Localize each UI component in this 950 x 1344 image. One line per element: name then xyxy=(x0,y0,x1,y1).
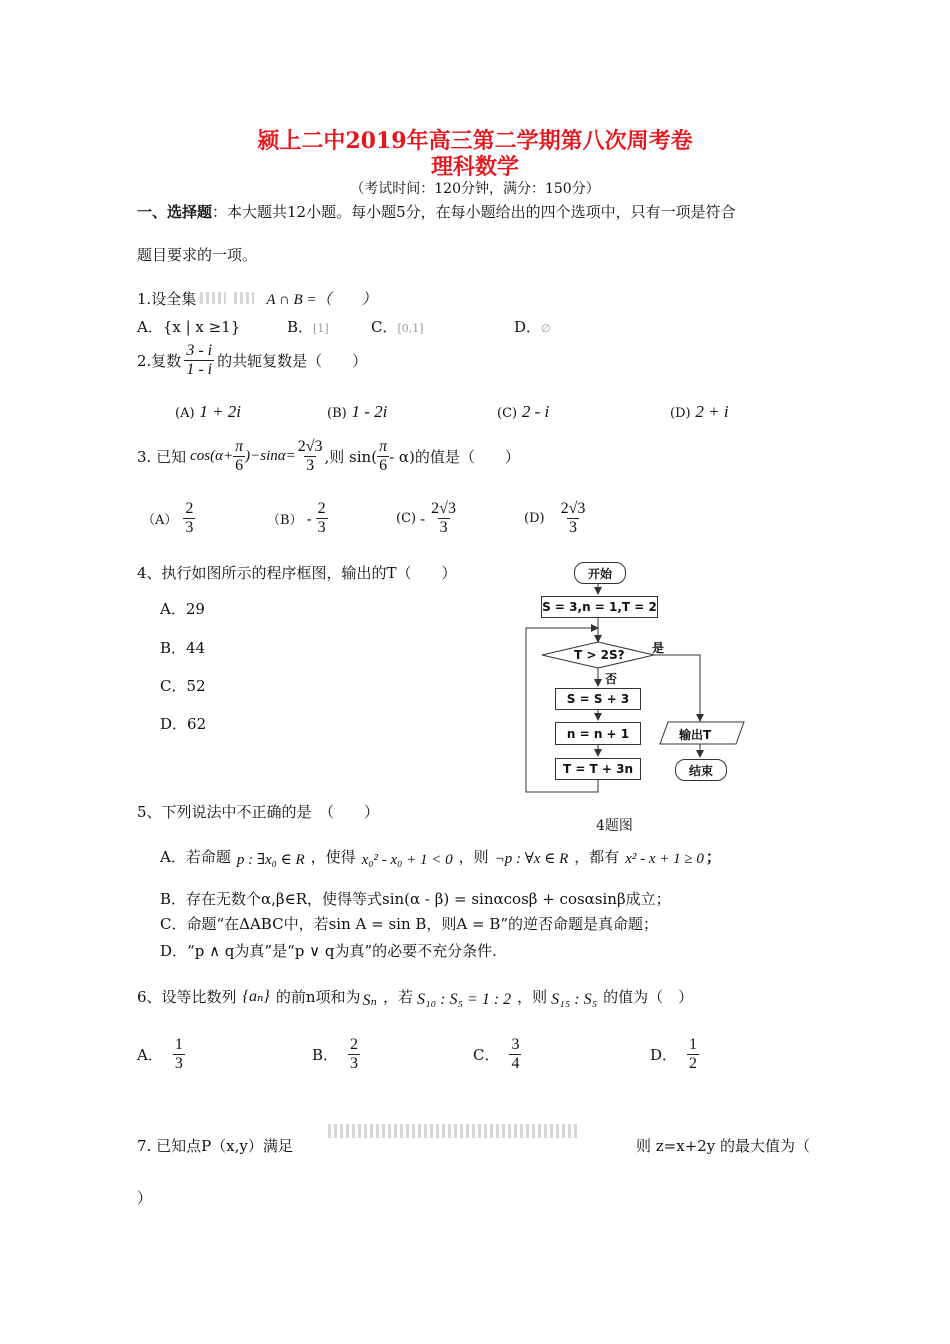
q6-option-a: A． $\frac{1}{3}$ xyxy=(137,1036,183,1073)
q4-option-b: B．44 xyxy=(160,639,206,657)
flow-end: 结束 xyxy=(675,759,727,781)
q6-option-b: B． $\frac{2}{3}$ xyxy=(312,1036,359,1073)
flow-step-n: n = n + 1 xyxy=(555,722,641,745)
flow-step-s: S = S + 3 xyxy=(555,688,641,710)
q2-option-c: (C) 2 - i xyxy=(497,402,550,421)
q2-option-d: (D) 2 + i xyxy=(670,402,729,421)
section-heading: 一、选择题 xyxy=(137,203,213,221)
q1-option-c: C．[0,1] xyxy=(371,318,424,336)
q1-option-b: B．[1] xyxy=(287,318,329,336)
section-intro: 一、选择题：本大题共12小题。每小题5分，在每小题给出的四个选项中，只有一项是符合 xyxy=(137,203,736,221)
question-2: 2.复数 $\frac{3 - i}{1 - i}$ 的共轭复数是（ ） xyxy=(137,342,368,379)
flow-yes: 是 xyxy=(652,641,665,655)
q3-value-fraction: $\frac{2√3}{3}$ xyxy=(297,438,323,475)
q1-option-a: A．{x | x ≥1} xyxy=(137,318,241,336)
flow-start: 开始 xyxy=(574,562,626,584)
q4-option-c: C．52 xyxy=(160,677,206,695)
q3-option-a: （A） $\frac{2}{3}$ xyxy=(142,500,194,537)
question-1: 1.设全集 A ∩ B =（ ） xyxy=(137,290,377,308)
flow-no: 否 xyxy=(605,672,618,686)
exam-info: （考试时间：120分钟，满分：150分） xyxy=(350,181,600,197)
q5-option-c: C．命题“在ΔABC中，若sin A = sin B，则A = B”的逆否命题是真命题； xyxy=(160,915,659,933)
question-7: 7. 已知点P（x,y）满足 xyxy=(137,1137,293,1155)
q3-option-c: (C) - $\frac{2√3}{3}$ xyxy=(396,500,456,537)
q3-option-b: （B） - $\frac{2}{3}$ xyxy=(267,500,326,537)
question-5: 5、下列说法中不正确的是 （ ） xyxy=(137,803,380,821)
q2-option-a: (A) 1 + 2i xyxy=(175,402,242,421)
q1-option-d: D．∅ xyxy=(514,318,551,336)
q6-option-d: D． $\frac{1}{2}$ xyxy=(650,1036,698,1073)
q6-option-c: C． $\frac{3}{4}$ xyxy=(473,1036,520,1073)
flow-step-t: T = T + 3n xyxy=(555,758,641,780)
question-7-close: ） xyxy=(137,1189,153,1207)
flow-init: S = 3,n = 1,T = 2 xyxy=(541,596,658,618)
page-subtitle: 理科数学 xyxy=(430,154,519,180)
q5-option-b: B．存在无数个α,β∈R，使得等式sin(α - β) = sinαcosβ + cosαsinβ成立； xyxy=(160,890,671,908)
q4-option-d: D．62 xyxy=(160,715,207,733)
question-4: 4、执行如图所示的程序框图，输出的T（ ） xyxy=(137,564,457,582)
question-3: 3. 已知 cos(α+ $\frac{\pi}{6}$ )−sinα= $\frac{2√3}{3}$ ,则 sin( $\frac{\pi}{6}$ - α)的值是（ ） xyxy=(137,438,520,475)
section-intro-line2: 题目要求的一项。 xyxy=(137,246,258,264)
q2-fraction: $\frac{3 - i}{1 - i}$ xyxy=(186,342,213,379)
flow-output: 输出T xyxy=(679,728,712,742)
q5-option-a: A．若命题 p : ∃x₀ ∈ R ，使得 x₀² - x₀ + 1 < 0 ，则 ¬p : ∀x ∈ R ，都有 x² - x + 1 ≥ 0 ； xyxy=(160,848,721,868)
figure-caption: 4题图 xyxy=(596,818,633,834)
blurred-constraint-image xyxy=(328,1124,578,1138)
q4-option-a: A．29 xyxy=(160,600,205,618)
question-6: 6、设等比数列 {aₙ} 的前n项和为 Sₙ ，若 S₁₀ : S₅ = 1 : 2 ，则 S₁₅ : S₅ 的值为（ ） xyxy=(137,987,694,1009)
page-title: 颍上二中2019年高三第二学期第八次周考卷 xyxy=(257,128,693,154)
q2-option-b: (B) 1 - 2i xyxy=(327,402,388,421)
flow-condition: T > 2S? xyxy=(574,648,625,662)
question-7-tail: 则 z=x+2y 的最大值为（ xyxy=(636,1137,811,1155)
q3-option-d: (D) $\frac{2√3}{3}$ xyxy=(524,500,586,537)
pi-over-6: $\frac{\pi}{6}$ xyxy=(235,438,244,475)
q5-option-d: D．“p ∧ q为真”是“p ∨ q为真”的必要不充分条件. xyxy=(160,942,497,960)
pi-over-6: $\frac{\pi}{6}$ xyxy=(379,438,388,475)
